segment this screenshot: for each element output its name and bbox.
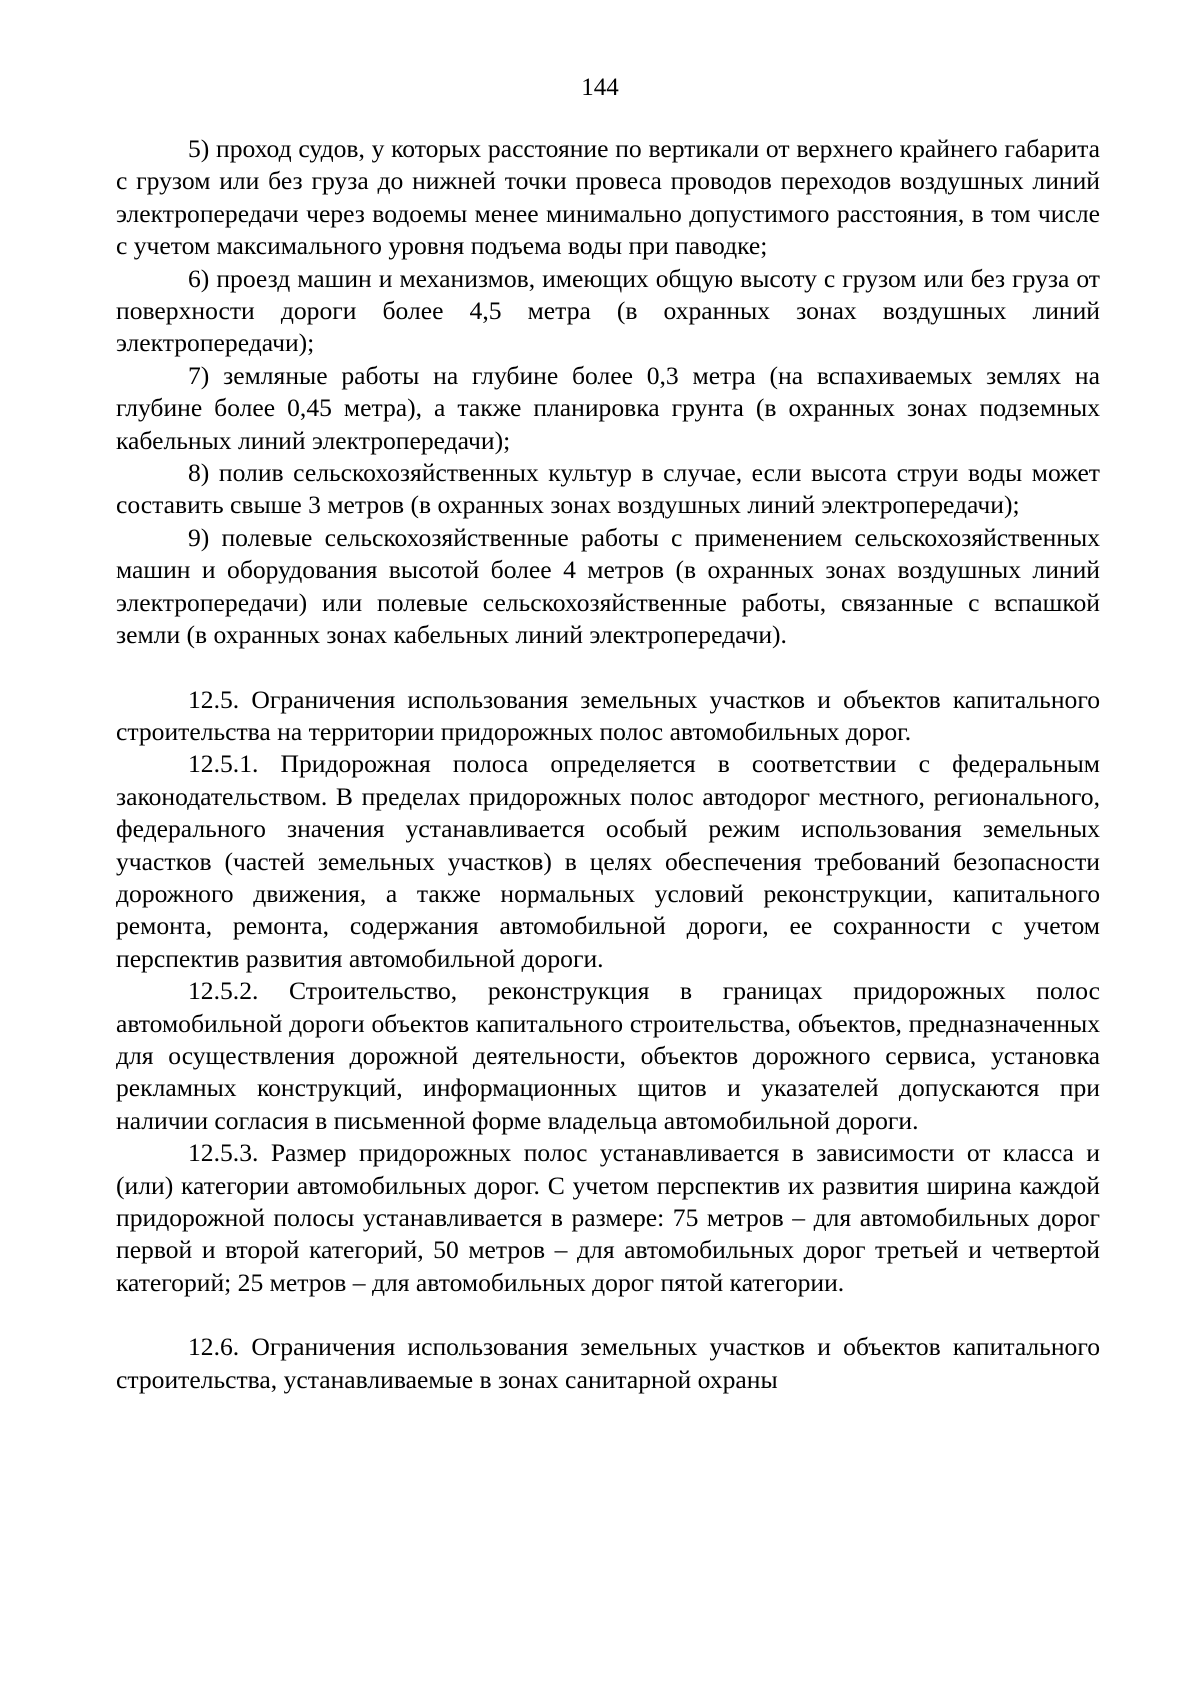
list-item-7: 7) земляные работы на глубине более 0,3 метра (на вспахиваемых землях на глубине более 0,45 метра), а также планировка грунта (в охранных зонах подземных кабельных линий электропередачи); [116, 360, 1100, 455]
paragraph-spacer [116, 652, 1100, 684]
list-item-9: 9) полевые сельскохозяйственные работы с применением сельскохозяйственных машин и оборудования высотой более 4 метров (в охранных зонах воздушных линий электропередачи) или полевые сельскохозяйственные работы, связанные с вспашкой земли (в охранных зонах кабельных линий электропередачи). [116, 522, 1100, 650]
page-number: 144 [581, 74, 619, 101]
clause-12-5-2: 12.5.2. Строительство, реконструкция в границах придорожных полос автомобильной дороги объектов капитального строительства, объектов, предназначенных для осуществления дорожной деятельности, объектов дорожного сервиса, установка рекламных конструкций, информационных щитов и указателей допускаются при наличии согласия в письменной форме владельца автомобильной дороги. [116, 976, 1100, 1135]
list-item-6: 6) проезд машин и механизмов, имеющих общую высоту с грузом или без груза от поверхности дороги более 4,5 метра (в охранных зонах воздушных линий электропередачи); [116, 263, 1100, 358]
paragraph-spacer [116, 1299, 1100, 1331]
clause-12-5-3: 12.5.3. Размер придорожных полос устанавливается в зависимости от класса и (или) категории автомобильных дорог. С учетом перспектив их развития ширина каждой придорожной полосы устанавливается в размере: 75 метров – для автомобильных дорог первой и второй категорий, 50 метров – для автомобильных дорог третьей и четвертой категорий; 25 метров – для автомобильных дорог пятой категории. [116, 1138, 1100, 1297]
document-body [116, 133, 1100, 1396]
list-item-8: 8) полив сельскохозяйственных культур в случае, если высота струи воды может составить свыше 3 метров (в охранных зонах воздушных линий электропередачи); [116, 458, 1100, 520]
list-item-5: 5) проход судов, у которых расстояние по вертикали от верхнего крайнего габарита с грузом или без груза до нижней точки провеса проводов переходов воздушных линий электропередачи через водоемы менее минимально допустимого расстояния, в том числе с учетом максимального уровня подъема воды при паводке; [116, 134, 1100, 261]
section-heading-12-6: 12.6. Ограничения использования земельных участков и объектов капитального строительства, устанавливаемые в зонах санитарной охраны [116, 1332, 1100, 1394]
section-heading-12-5: 12.5. Ограничения использования земельных участков и объектов капитального строительства на территории придорожных полос автомобильных дорог. [116, 684, 1100, 746]
clause-12-5-1: 12.5.1. Придорожная полоса определяется в соответствии с федеральным законодательством. В пределах придорожных полос автодорог местного, регионального, федерального значения устанавливается особый режим использования земельных участков (частей земельных участков) в целях обеспечения требований безопасности дорожного движения, а также нормальных условий реконструкции, капитального ремонта, ремонта, содержания автомобильной дороги, ее сохранности с учетом перспектив развития автомобильной дороги. [116, 749, 1100, 973]
